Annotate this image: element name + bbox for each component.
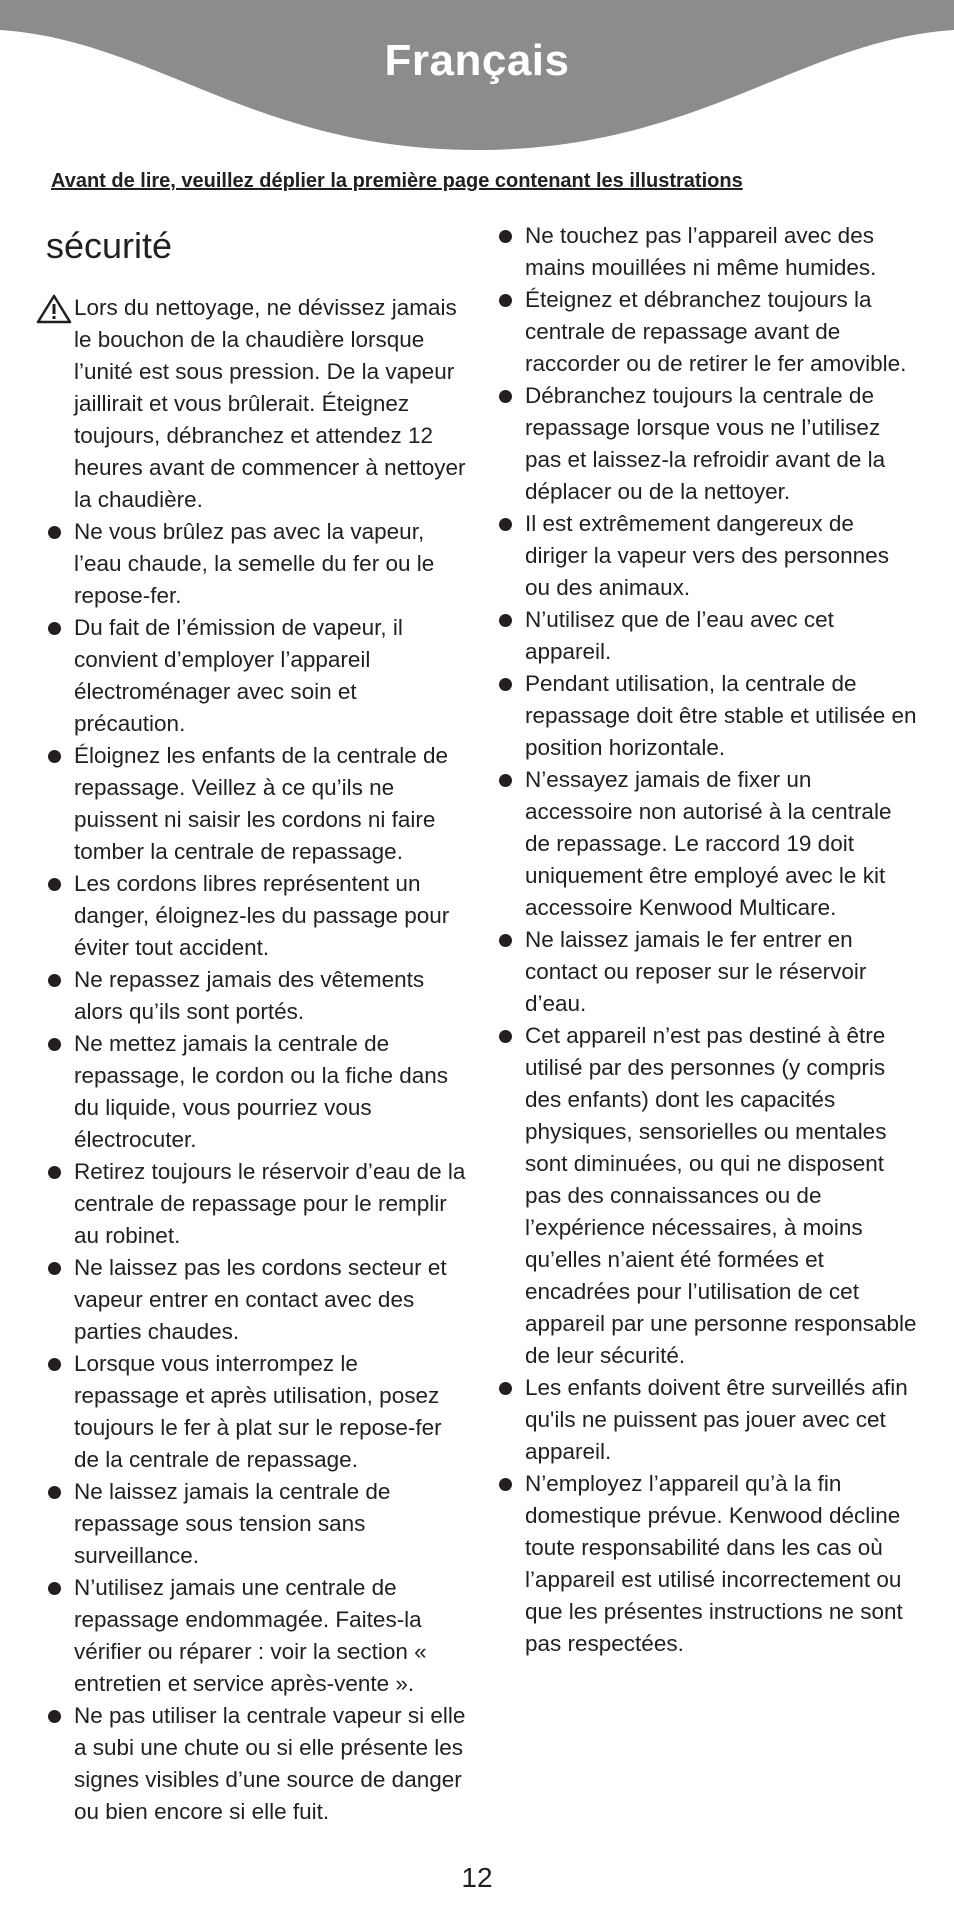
bullet-icon xyxy=(48,878,61,891)
safety-item xyxy=(46,1572,466,1700)
bullet-icon xyxy=(499,294,512,307)
bullet-icon xyxy=(499,230,512,243)
safety-item xyxy=(497,764,917,924)
section-heading: sécurité xyxy=(46,225,173,266)
safety-item-text: Pendant utilisation, la centrale de repassage doit être stable et utilisée en position horizontale. xyxy=(525,671,917,760)
safety-item xyxy=(497,1020,917,1372)
safety-item xyxy=(497,284,917,380)
bullet-icon xyxy=(48,1582,61,1595)
safety-item-text: Du fait de l’émission de vapeur, il convient d’employer l’appareil électroménager avec soin et précaution. xyxy=(74,615,403,736)
safety-list-right xyxy=(497,220,917,1660)
safety-item-text: Ne laissez jamais la centrale de repassage sous tension sans surveillance. xyxy=(74,1479,391,1568)
safety-item xyxy=(46,868,466,964)
safety-item-text: Ne vous brûlez pas avec la vapeur, l’eau chaude, la semelle du fer ou le repose-fer. xyxy=(74,519,435,608)
bullet-icon xyxy=(48,750,61,763)
safety-item xyxy=(497,668,917,764)
safety-item-text: N’employez l’appareil qu’à la fin domestique prévue. Kenwood décline toute responsabilité dans les cas où l’appareil est utilisé incorrectement ou que les présentes instructions ne sont pas respectées. xyxy=(525,1471,903,1656)
safety-item xyxy=(46,516,466,612)
bullet-icon xyxy=(48,1166,61,1179)
bullet-icon xyxy=(48,1358,61,1371)
safety-item-text: Lors du nettoyage, ne dévissez jamais le bouchon de la chaudière lorsque l’unité est sous pression. De la vapeur jaillirait et vous brûlerait. Éteignez toujours, débranchez et attendez 12 heures avant de commencer à nettoyer la chaudière. xyxy=(74,295,466,512)
safety-item xyxy=(46,612,466,740)
safety-item-text: Lorsque vous interrompez le repassage et après utilisation, posez toujours le fer à plat sur le repose-fer de la centrale de repassage. xyxy=(74,1351,442,1472)
bullet-icon xyxy=(499,1478,512,1491)
safety-item xyxy=(46,1156,466,1252)
safety-item-text: Débranchez toujours la centrale de repassage lorsque vous ne l’utilisez pas et laissez-la refroidir avant de la déplacer ou de la nettoyer. xyxy=(525,383,886,504)
bullet-icon xyxy=(499,390,512,403)
safety-item-text: Les cordons libres représentent un danger, éloignez-les du passage pour éviter tout accident. xyxy=(74,871,450,960)
safety-item-text: Ne laissez pas les cordons secteur et vapeur entrer en contact avec des parties chaudes. xyxy=(74,1255,447,1344)
bullet-icon xyxy=(499,614,512,627)
bullet-icon xyxy=(499,774,512,787)
bullet-icon xyxy=(48,1710,61,1723)
safety-item-text: Retirez toujours le réservoir d’eau de la centrale de repassage pour le remplir au robinet. xyxy=(74,1159,466,1248)
safety-item xyxy=(497,1468,917,1660)
left-column xyxy=(46,218,466,1828)
safety-item xyxy=(46,964,466,1028)
bullet-icon xyxy=(48,526,61,539)
page-number: 12 xyxy=(461,1862,493,1893)
bullet-icon xyxy=(499,1382,512,1395)
safety-item xyxy=(46,1028,466,1156)
safety-item xyxy=(497,1372,917,1468)
safety-item-text: N’utilisez que de l’eau avec cet appareil. xyxy=(525,607,834,664)
bullet-icon xyxy=(48,974,61,987)
page-title: Français xyxy=(384,36,570,85)
bullet-icon xyxy=(48,1262,61,1275)
safety-item-text: N’utilisez jamais une centrale de repassage endommagée. Faites-la vérifier ou réparer : voir la section « entretien et service après-vente ». xyxy=(74,1575,427,1696)
right-column xyxy=(497,220,917,1660)
safety-item xyxy=(497,924,917,1020)
safety-item xyxy=(497,380,917,508)
bullet-icon xyxy=(48,622,61,635)
safety-item xyxy=(46,1476,466,1572)
notice-banner: Avant de lire, veuillez déplier la première page contenant les illustrations xyxy=(51,170,743,192)
bullet-icon xyxy=(499,934,512,947)
safety-item-text: Éloignez les enfants de la centrale de repassage. Veillez à ce qu’ils ne puissent ni saisir les cordons ni faire tomber la centrale de repassage. xyxy=(74,743,448,864)
safety-item xyxy=(497,604,917,668)
safety-item-text: Ne mettez jamais la centrale de repassage, le cordon ou la fiche dans du liquide, vous pourriez vous électrocuter. xyxy=(74,1031,448,1152)
safety-item-text: Éteignez et débranchez toujours la centrale de repassage avant de raccorder ou de retirer le fer amovible. xyxy=(525,287,907,376)
bullet-icon xyxy=(48,1486,61,1499)
safety-item-text: Ne laissez jamais le fer entrer en contact ou reposer sur le réservoir d’eau. xyxy=(525,927,867,1016)
bullet-icon xyxy=(499,678,512,691)
safety-item-text: Ne repassez jamais des vêtements alors qu’ils sont portés. xyxy=(74,967,425,1024)
warning-triangle-icon xyxy=(36,294,72,324)
safety-item-text: Cet appareil n’est pas destiné à être utilisé par des personnes (y compris des enfants) dont les capacités physiques, sensorielles ou mentales sont diminuées, ou qui ne disposent pas des connaissances ou de l’expérience nécessaires, à moins qu’elles n’aient été formées et encadrées pour l’utilisation de cet appareil par une personne responsable de leur sécurité. xyxy=(525,1023,917,1368)
safety-item-text: N’essayez jamais de fixer un accessoire non autorisé à la centrale de repassage. Le raccord 19 doit uniquement être employé avec le kit accessoire Kenwood Multicare. xyxy=(525,767,892,920)
bullet-icon xyxy=(48,1038,61,1051)
safety-item-text: Les enfants doivent être surveillés afin qu'ils ne puissent pas jouer avec cet appareil. xyxy=(525,1375,908,1464)
safety-item xyxy=(46,1252,466,1348)
safety-item xyxy=(497,508,917,604)
safety-item xyxy=(46,1700,466,1828)
safety-item xyxy=(46,1348,466,1476)
safety-item xyxy=(46,740,466,868)
safety-item-text: Il est extrêmement dangereux de diriger la vapeur vers des personnes ou des animaux. xyxy=(525,511,889,600)
safety-item-text: Ne touchez pas l’appareil avec des mains mouillées ni même humides. xyxy=(525,223,877,280)
safety-item xyxy=(497,220,917,284)
bullet-icon xyxy=(499,1030,512,1043)
safety-item xyxy=(46,292,466,516)
safety-item-text: Ne pas utiliser la centrale vapeur si elle a subi une chute ou si elle présente les signes visibles d’une source de danger ou bien encore si elle fuit. xyxy=(74,1703,466,1824)
safety-list-left xyxy=(46,292,466,1828)
bullet-icon xyxy=(499,518,512,531)
